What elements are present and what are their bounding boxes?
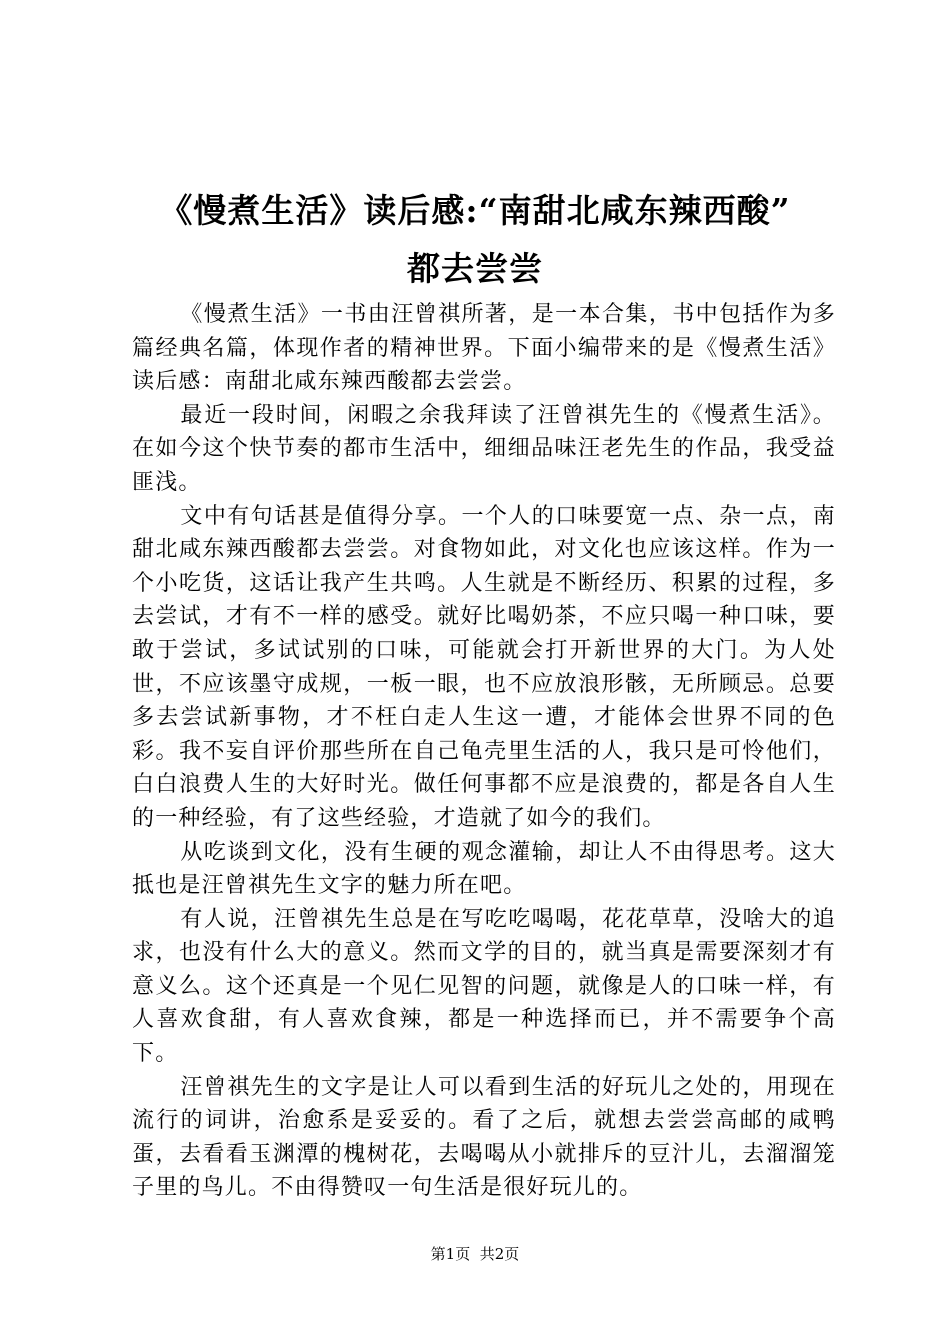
page-footer [0,1244,950,1264]
document-title-line-2: 都去尝尝 [407,249,543,288]
paragraph: 从吃谈到文化，没有生硬的观念灌输，却让人不由得思考。这大抵也是汪曾祺先生文字的魅力所在吧。 [132,839,836,899]
paragraph: 汪曾祺先生的文字是让人可以看到生活的好玩儿之处的，用现在流行的词讲，治愈系是妥妥的。看了之后，就想去尝尝高邮的咸鸭蛋，去看看玉渊潭的槐树花，去喝喝从小就排斥的豆汁儿，去溜溜笼子里的鸟儿。不由得赞叹一句生活是很好玩儿的。 [132,1074,836,1201]
page-number: 第1页 [430,1245,471,1263]
footer-separator [470,1245,480,1263]
paragraph: 有人说，汪曾祺先生总是在写吃吃喝喝，花花草草，没啥大的追求，也没有什么大的意义。然而文学的目的，就当真是需要深刻才有意义么。这个还真是一个见仁见智的问题，就像是人的口味一样，有人喜欢食甜，有人喜欢食辣，都是一种选择而已，并不需要争个高下。 [132,906,836,1067]
paragraph: 《慢煮生活》一书由汪曾祺所著，是一本合集，书中包括作为多篇经典名篇，体现作者的精神世界。下面小编带来的是《慢煮生活》读后感：南甜北咸东辣西酸都去尝尝。 [132,302,836,395]
document-body [132,298,836,1205]
paragraph: 最近一段时间，闲暇之余我拜读了汪曾祺先生的《慢煮生活》。在如今这个快节奏的都市生活中，细细品味汪老先生的作品，我受益匪浅。 [132,402,836,495]
document-title-line-1: 《慢煮生活》读后感:“南甜北咸东辣西酸” [159,191,791,230]
paragraph: 文中有句话甚是值得分享。一个人的口味要宽一点、杂一点，南甜北咸东辣西酸都去尝尝。对食物如此，对文化也应该这样。作为一个小吃货，这话让我产生共鸣。人生就是不断经历、积累的过程，多去尝试，才有不一样的感受。就好比喝奶茶，不应只喝一种口味，要敢于尝试，多试试别的口味，可能就会打开新世界的大门。为人处世，不应该墨守成规，一板一眼，也不应放浪形骸，无所顾忌。总要多去尝试新事物，才不枉白走人生这一遭，才能体会世界不同的色彩。我不妄自评价那些所在自己龟壳里生活的人，我只是可怜他们，白白浪费人生的大好时光。做任何事都不应是浪费的，都是各自人生的一种经验，有了这些经验，才造就了如今的我们。 [132,503,836,831]
page-total: 共2页 [479,1245,520,1263]
